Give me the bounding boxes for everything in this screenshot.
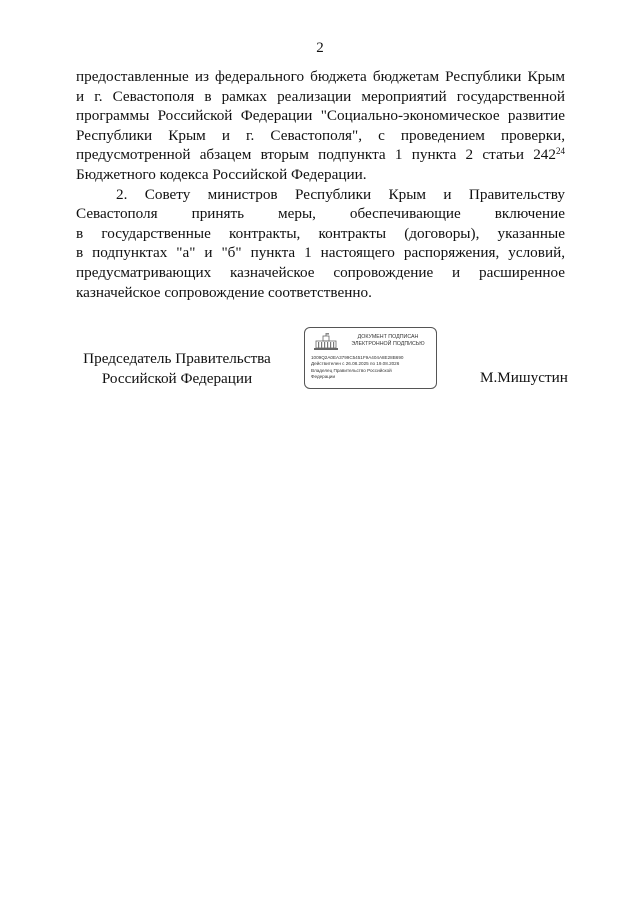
electronic-signature-stamp — [304, 327, 437, 389]
signer-title — [77, 349, 277, 388]
government-emblem-icon — [313, 332, 339, 352]
paragraph1-line-4: Республики Крым и г. Севастополя", с проведением проверки, — [76, 126, 565, 144]
paragraph1-line-3: программы Российской Федерации "Социально-экономическое развитие — [76, 107, 565, 125]
stamp-owner-line-2: Федерации — [311, 374, 336, 380]
signer-name: М.Мишустин — [480, 369, 568, 386]
paragraph1-line-6: Бюджетного кодекса Российской Федерации. — [76, 165, 367, 183]
paragraph1-line-5: предусмотренной абзацем вторым подпункта 1 пункта 2 статьи 242 — [76, 146, 556, 164]
signer-title-line-1: Председатель Правительства — [83, 350, 271, 367]
paragraph2-line-1: 2. Совету министров Республики Крым и Правительству — [116, 185, 565, 203]
paragraph1-line-1: предоставленные из федерального бюджета бюджетам Республики Крым — [76, 68, 565, 85]
paragraph2-line-2: Севастополя принять меры, обеспечивающие включение — [76, 205, 565, 223]
paragraph2-line-5: предусматривающих казначейское сопровождение и расширенное — [76, 263, 565, 281]
article-superscript: 24 — [556, 146, 565, 157]
stamp-serial: 1009Q2A0EA3799C5451F9A404A8E28B690 — [311, 355, 404, 360]
stamp-heading — [343, 334, 433, 348]
paragraph2-line-6: казначейское сопровождение соответственно. — [76, 283, 372, 301]
stamp-validity: Действителен с 26.08.2025 по 19.08.2026 — [311, 361, 400, 367]
page-number: 2 — [316, 40, 324, 56]
signer-title-line-2: Российской Федерации — [101, 369, 253, 387]
stamp-owner-line-1: Владелец Правительство Российской — [311, 367, 392, 373]
paragraph2-line-3: в государственные контракты, контракты (договоры), указанные — [76, 224, 565, 242]
paragraph1-line-5-wrapper — [76, 145, 565, 165]
stamp-details — [311, 355, 435, 381]
stamp-heading-line-1: ДОКУМЕНТ ПОДПИСАН — [357, 334, 419, 340]
stamp-heading-line-2: ЭЛЕКТРОННОЙ ПОДПИСЬЮ — [351, 341, 425, 347]
paragraph2-line-4: в подпунктах "а" и "б" пункта 1 настоящего распоряжения, условий, — [76, 244, 565, 262]
paragraph1-line-2: и г. Севастополя в рамках реализации мероприятий государственной — [76, 87, 565, 105]
document-body — [76, 67, 565, 302]
